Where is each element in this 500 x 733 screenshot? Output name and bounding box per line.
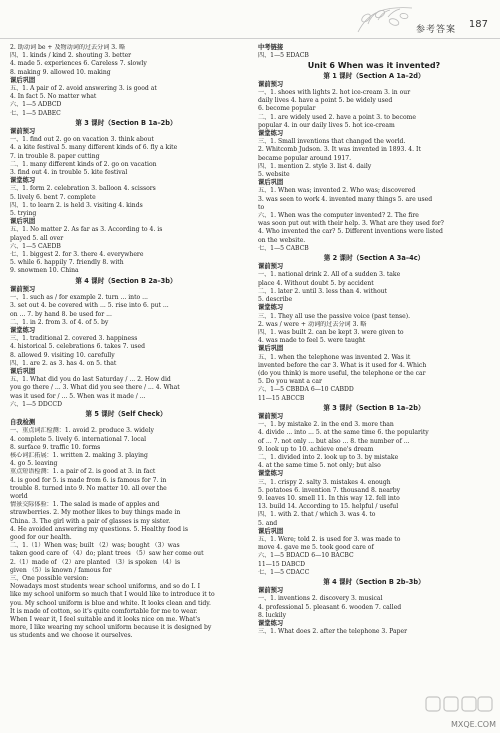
answer-line: 5. and — [258, 519, 278, 527]
answer-line: like my school uniform so much that I would like to introduce it to — [10, 591, 215, 599]
answer-line: 六、1—5 CAEDB — [10, 242, 61, 250]
lesson-title: 第 3 课时（Section B 1a–2b） — [75, 118, 177, 127]
answer-line: 四、1. with 2. that / which 3. was 4. to — [258, 511, 376, 519]
answer-line: 二、1. divided into 2. look up to 3. by mistake — [258, 453, 399, 461]
answer-line: 三、1. traditional 2. covered 3. happiness — [10, 335, 138, 343]
answer-line: 一、1. national drink 2. All of a sudden 3. take — [258, 271, 401, 279]
answer-line: 二、1. in 2. from 3. of 4. of 5. by — [10, 318, 109, 326]
answer-line: 11—15 ABCCB — [258, 394, 305, 402]
answer-line: 三、1. What does 2. after the telephone 3. Paper — [258, 628, 408, 636]
answer-line: 五、1. What did you do last Saturday / ... 2. How did — [10, 376, 171, 384]
answer-line: 3. set out 4. be covered with ... 5. rise into 6. put ... — [10, 302, 169, 310]
right-column — [258, 44, 490, 636]
lesson-title: 第 1 课时（Section A 1a–2d） — [323, 71, 425, 80]
section-heading: 课前预习 — [10, 128, 36, 136]
leaf-decoration-icon — [354, 2, 416, 36]
section-heading: 课后巩固 — [10, 367, 36, 375]
answer-line: 4. a kite festival 5. many different kinds of 6. fly a kite — [10, 144, 178, 152]
answer-line: move 4. gave me 5. took good care of — [258, 544, 374, 552]
section-heading: 中考链接 — [258, 44, 284, 51]
answer-line: 5. while 6. happily 7. friendly 8. with — [10, 259, 124, 267]
answer-line: 五、1. When was; invented 2. Who was; discovered — [258, 187, 416, 195]
answer-line: 4. Who invented the car? 5. Different inventions were listed — [258, 228, 443, 236]
answer-line: place 4. Without doubt 5. by accident — [258, 279, 374, 287]
answer-line: 13. build 14. According to 15. helpful / useful — [258, 503, 399, 511]
answer-line: 三、1. form 2. celebration 3. balloon 4. scissors — [10, 185, 156, 193]
lesson-title: 第 5 课时（Self Check） — [85, 409, 167, 418]
answer-line: 8. making 9. allowed 10. making — [10, 68, 111, 76]
answer-line: 5. Do you want a car — [258, 378, 322, 386]
answer-line: China. 3. The girl with a pair of glasses is my sister. — [10, 517, 171, 525]
answer-line: 四、1. mention 2. style 3. list 4. daily — [258, 162, 372, 170]
section-heading: 课后巩固 — [258, 179, 284, 187]
answer-line: 一、重点词汇检测：1. avoid 2. produce 3. widely — [10, 427, 154, 435]
answer-line: on ... 7. by hand 8. be used for ... — [10, 310, 112, 318]
answer-line: more, I like wearing my school uniform because it is designed by — [10, 624, 212, 632]
section-heading: 课堂练习 — [258, 470, 284, 478]
answer-line: you. My school uniform is blue and white. It looks clean and tidy. — [10, 599, 211, 607]
answer-line: 七、1—5 CDACC — [258, 568, 310, 576]
answer-line: popular 4. in our daily lives 5. hot ice-cream — [258, 121, 395, 129]
lesson-title: 第 4 课时（Section B 2a–3b） — [75, 276, 177, 285]
answer-line: us students and we choose it ourselves. — [10, 632, 133, 640]
answer-line: 三、1. crispy 2. salty 3. mistakes 4. enough — [258, 478, 391, 486]
answer-line: 8. surface 9. traffic 10. forms — [10, 443, 101, 451]
header-divider — [0, 38, 500, 39]
section-heading: 课堂练习 — [10, 177, 36, 185]
answer-line: played 5. all over — [10, 234, 64, 242]
answer-line: 一、1. find out 2. go on vacation 3. think about — [10, 136, 154, 144]
answer-line: 四、1. kinds / kind 2. shouting 3. better — [10, 52, 132, 60]
answer-line: taken good care of （4）do; plant trees （5）saw her come out — [10, 550, 204, 558]
lesson-title: 第 4 课时（Section B 2b–3b） — [323, 578, 425, 586]
answer-line: 四、1. was built 2. can be kept 3. were given to — [258, 328, 404, 336]
answer-line: 9. snowmen 10. China — [10, 267, 79, 275]
answer-line: 一、1. by mistake 2. in the end 3. more than — [258, 421, 394, 429]
answer-line: of ... 7. not only ... but also ... 8. the number of ... — [258, 437, 410, 445]
answer-line: 二、1. later 2. until 3. less than 4. without — [258, 287, 388, 295]
answer-line: 8. luckily — [258, 611, 287, 619]
answer-line: 5. website — [258, 171, 290, 179]
answer-line: 二、1.（1）When was; built （2）was; bought （3）was — [10, 542, 180, 550]
answer-line: 4. historical 5. celebrations 6. takes 7. used — [10, 343, 145, 351]
answer-line: 二、1. are widely used 2. have a point 3. to become — [258, 113, 416, 121]
answer-line: 4. In fact 5. No matter what — [10, 93, 97, 101]
answer-line: 五、1. when the telephone was invented 2. Was it — [258, 353, 411, 361]
unit-title: Unit 6 When was it invented? — [307, 61, 441, 71]
section-heading: 课后巩固 — [10, 218, 36, 226]
answer-line: 四、1—5 EDACB — [258, 52, 309, 60]
answer-line: 六、1. When was the computer invented? 2. The fire — [258, 212, 419, 220]
answer-line: invented before the car 3. What is it used for 4. Which — [258, 361, 427, 369]
answer-line: on the website. — [258, 236, 306, 244]
answer-line: 4. made 5. experiences 6. Careless 7. slowly — [10, 60, 147, 68]
answer-line: 六、1—5 BDACD 6—10 BACBC — [258, 552, 354, 560]
page-header — [0, 0, 500, 40]
answer-line: 5. trying — [10, 210, 37, 218]
answer-line: 3. was seen to work 4. invented many things 5. are used — [258, 195, 433, 203]
header-title: 参考答案 — [415, 25, 456, 35]
answer-line: 8. allowed 9. visiting 10. carefully — [10, 351, 115, 359]
answer-line: 七、1—5 DABEC — [10, 109, 61, 117]
answer-line: was soon put out with their help. 3. What are they used for? — [258, 220, 444, 228]
answer-line: given （5）is known / famous for — [10, 566, 112, 574]
answer-line: 情景交际体验：1. The salad is made of apples and — [10, 501, 160, 509]
answer-line: 七、1—5 CABCB — [258, 244, 309, 252]
answer-line: 4. complete 5. lively 6. international 7. local — [10, 435, 147, 443]
section-heading: 课堂练习 — [10, 326, 36, 334]
answer-line: 2. 助动词 be + 及物动词的过去分词 3. 略 — [10, 44, 126, 51]
answer-line: 4. professional 5. pleasant 6. wooden 7. called — [258, 603, 402, 611]
answer-line: 四、1. are 2. as 3. has 4. on 5. that — [10, 359, 117, 367]
answer-line: 一、1. shoes with lights 2. hot ice-cream 3. in our — [258, 89, 411, 97]
answer-line: 7. in trouble 8. paper cutting — [10, 152, 100, 160]
watermark-text: MXQE.COM — [450, 720, 496, 729]
section-heading: 课前预习 — [258, 80, 284, 88]
answer-line: 五、1. No matter 2. As far as 3. According to 4. is — [10, 226, 163, 234]
answer-line: was it used for / ... 5. When was it made / ... — [10, 392, 146, 400]
answer-line: 2. Whitcomb Judson. 3. It was invented in 1893. 4. It — [258, 146, 421, 154]
answer-line: 5. potatoes 6. invention 7. thousand 8. nearby — [258, 486, 401, 494]
answer-line: 五、1. Were; told 2. is used for 3. was made to — [258, 535, 401, 543]
answer-line: It is made of cotton, so it's quite comfortable for me to wear. — [10, 607, 198, 615]
answer-line: When I wear it, I feel suitable and it looks nice on me. What's — [10, 616, 201, 624]
answer-line: 4. divide ... into ... 5. at the same time 6. the popularity — [258, 429, 429, 437]
answer-line: 5. lively 6. bent 7. complete — [10, 193, 96, 201]
answer-line: 2.（1）made of （2）are planted （3）is spoken （4）is — [10, 558, 181, 566]
page-number: 187 — [468, 19, 488, 30]
answer-line: 重点短语检测：1. a pair of 2. is good at 3. in fact — [10, 468, 156, 476]
section-heading: 自我检测 — [10, 419, 36, 427]
answer-line: good for our health. — [10, 533, 72, 541]
answer-line: 4. at the same time 5. not only; but also — [258, 462, 381, 470]
section-heading: 课后巩固 — [258, 345, 284, 353]
answer-line: world — [10, 492, 28, 500]
answer-line: 一、1. inventions 2. discovery 3. musical — [258, 595, 383, 603]
lesson-title: 第 3 课时（Section B 1a–2b） — [323, 403, 425, 412]
section-heading: 课前预习 — [258, 263, 284, 271]
section-heading: 课堂练习 — [258, 304, 284, 312]
answer-line: 6. become popular — [258, 105, 316, 113]
answer-line: 9. leaves 10. smell 11. In this way 12. fell into — [258, 494, 400, 502]
answer-line: 七、1. biggest 2. for 3. there 4. everywhere — [10, 251, 144, 259]
answer-line: trouble 8. turned into 9. No matter 10. all over the — [10, 484, 167, 492]
answer-line: daily lives 4. have a point 5. be widely used — [258, 97, 393, 105]
answer-line: 11—15 DABCD — [258, 560, 305, 568]
answer-line: you go there / ... 3. What did you see there / ... 4. What — [10, 384, 180, 392]
answer-line: 4. go 5. leaving — [10, 460, 58, 468]
answer-line: 五、1. A pair of 2. avoid answering 3. is good at — [10, 85, 157, 93]
answer-line: 4. was made to feel 5. were taught — [258, 337, 366, 345]
answer-line: 3. find out 4. in trouble 5. kite festival — [10, 169, 128, 177]
answer-line: 二、1. many different kinds of 2. go on vacation — [10, 160, 157, 168]
answer-line: 三、1. They all use the passive voice (past tense). — [258, 312, 411, 320]
answer-line: 四、1. to learn 2. is held 3. visiting 4. kinds — [10, 201, 143, 209]
section-heading: 课堂练习 — [258, 130, 284, 138]
section-heading: 课前预习 — [10, 285, 36, 293]
answer-line: 核心词汇拓展：1. written 2. making 3. playing — [10, 451, 148, 459]
answer-line: 六、1—5 CBBDA 6—10 CABDD — [258, 386, 354, 394]
answer-line: 4. He avoided answering my questions. 5. Healthy food is — [10, 525, 189, 533]
left-column — [10, 44, 242, 641]
section-heading: 课前预习 — [258, 412, 284, 420]
answer-line: (do you think) is more useful, the telephone or the car — [258, 369, 426, 377]
answer-line: to — [258, 203, 265, 211]
answer-line: 2. was / were + 动词的过去分词 3. 略 — [258, 320, 367, 328]
answer-line: strawberries. 2. My mother likes to buy things made in — [10, 509, 181, 517]
section-heading: 课后巩固 — [10, 76, 36, 84]
answer-line: 六、1—5 ADBCD — [10, 101, 62, 109]
section-heading: 课前预习 — [258, 587, 284, 595]
section-heading: 课后巩固 — [258, 527, 284, 535]
answer-line: Nowadays most students wear school uniforms, and so do I. I — [10, 583, 201, 591]
answer-line: 5. describe — [258, 296, 293, 304]
answer-line: 六、1—5 DDCCD — [10, 400, 62, 408]
answer-line: 4. is good for 5. is made from 6. is famous for 7. in — [10, 476, 167, 484]
answer-line: 三、1. Small inventions that changed the world. — [258, 138, 406, 146]
section-heading: 课堂练习 — [258, 620, 284, 628]
lesson-title: 第 2 课时（Section A 3a–4c） — [323, 254, 425, 263]
answer-line: 三、One possible version: — [10, 575, 89, 582]
answer-line: became popular around 1917. — [258, 154, 352, 162]
answer-line: 9. look up to 10. achieve one's dream — [258, 445, 374, 453]
answer-line: 一、1. such as / for example 2. turn ... into ... — [10, 294, 148, 302]
